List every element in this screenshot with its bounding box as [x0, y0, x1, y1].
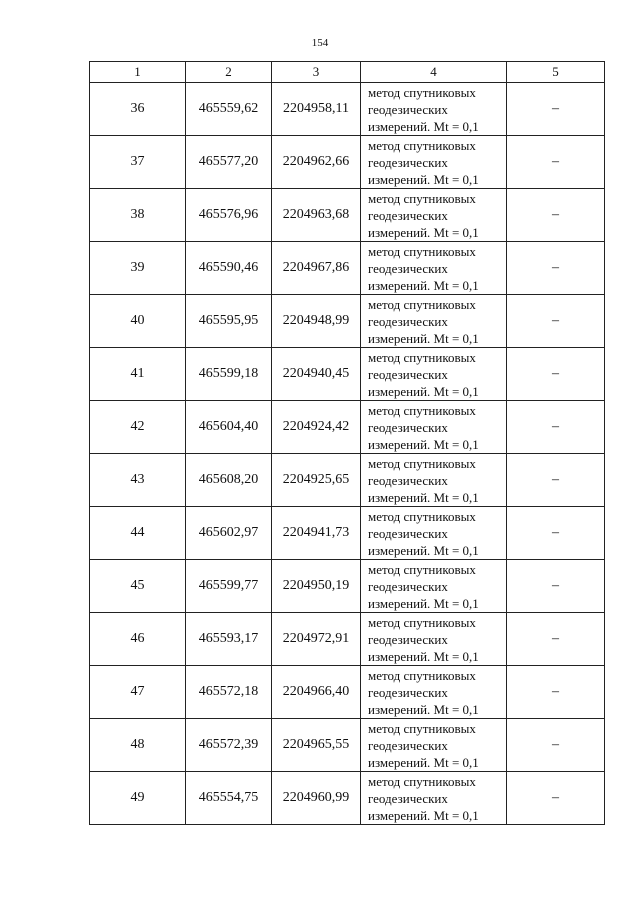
point-number-cell: 36	[90, 83, 186, 136]
x-coordinate-cell: 465590,46	[186, 242, 272, 295]
note-cell: –	[507, 613, 605, 666]
y-coordinate-cell: 2204967,86	[272, 242, 361, 295]
x-coordinate-cell: 465572,18	[186, 666, 272, 719]
note-cell: –	[507, 772, 605, 825]
method-cell: метод спутниковых геодезических измерений. Mt = 0,1	[361, 348, 507, 401]
y-coordinate-cell: 2204925,65	[272, 454, 361, 507]
note-cell: –	[507, 136, 605, 189]
point-number-cell: 41	[90, 348, 186, 401]
method-cell: метод спутниковых геодезических измерений. Mt = 0,1	[361, 507, 507, 560]
table-row	[90, 613, 605, 666]
point-number-cell: 37	[90, 136, 186, 189]
y-coordinate-cell: 2204948,99	[272, 295, 361, 348]
column-header: 4	[361, 62, 507, 83]
point-number-cell: 48	[90, 719, 186, 772]
table-row	[90, 189, 605, 242]
point-number-cell: 47	[90, 666, 186, 719]
method-cell: метод спутниковых геодезических измерений. Mt = 0,1	[361, 772, 507, 825]
x-coordinate-cell: 465608,20	[186, 454, 272, 507]
y-coordinate-cell: 2204963,68	[272, 189, 361, 242]
y-coordinate-cell: 2204962,66	[272, 136, 361, 189]
column-header: 1	[90, 62, 186, 83]
table-row	[90, 454, 605, 507]
y-coordinate-cell: 2204965,55	[272, 719, 361, 772]
note-cell: –	[507, 348, 605, 401]
note-cell: –	[507, 507, 605, 560]
point-number-cell: 38	[90, 189, 186, 242]
method-cell: метод спутниковых геодезических измерений. Mt = 0,1	[361, 719, 507, 772]
point-number-cell: 45	[90, 560, 186, 613]
point-number-cell: 46	[90, 613, 186, 666]
y-coordinate-cell: 2204966,40	[272, 666, 361, 719]
method-cell: метод спутниковых геодезических измерений. Mt = 0,1	[361, 401, 507, 454]
y-coordinate-cell: 2204940,45	[272, 348, 361, 401]
table-row	[90, 719, 605, 772]
x-coordinate-cell: 465559,62	[186, 83, 272, 136]
table-row	[90, 242, 605, 295]
table-row	[90, 136, 605, 189]
y-coordinate-cell: 2204958,11	[272, 83, 361, 136]
x-coordinate-cell: 465577,20	[186, 136, 272, 189]
table-row	[90, 295, 605, 348]
x-coordinate-cell: 465593,17	[186, 613, 272, 666]
x-coordinate-cell: 465595,95	[186, 295, 272, 348]
table-header-row	[90, 62, 605, 83]
x-coordinate-cell: 465554,75	[186, 772, 272, 825]
column-header: 3	[272, 62, 361, 83]
method-cell: метод спутниковых геодезических измерений. Mt = 0,1	[361, 666, 507, 719]
note-cell: –	[507, 83, 605, 136]
note-cell: –	[507, 242, 605, 295]
table-body	[90, 83, 605, 825]
x-coordinate-cell: 465604,40	[186, 401, 272, 454]
point-number-cell: 44	[90, 507, 186, 560]
note-cell: –	[507, 401, 605, 454]
x-coordinate-cell: 465576,96	[186, 189, 272, 242]
method-cell: метод спутниковых геодезических измерений. Mt = 0,1	[361, 83, 507, 136]
x-coordinate-cell: 465572,39	[186, 719, 272, 772]
point-number-cell: 43	[90, 454, 186, 507]
table-row	[90, 560, 605, 613]
method-cell: метод спутниковых геодезических измерений. Mt = 0,1	[361, 295, 507, 348]
method-cell: метод спутниковых геодезических измерений. Mt = 0,1	[361, 242, 507, 295]
note-cell: –	[507, 295, 605, 348]
method-cell: метод спутниковых геодезических измерений. Mt = 0,1	[361, 189, 507, 242]
x-coordinate-cell: 465599,18	[186, 348, 272, 401]
point-number-cell: 40	[90, 295, 186, 348]
x-coordinate-cell: 465602,97	[186, 507, 272, 560]
table-row	[90, 401, 605, 454]
note-cell: –	[507, 560, 605, 613]
y-coordinate-cell: 2204924,42	[272, 401, 361, 454]
page-number: 154	[311, 37, 329, 49]
coordinates-table	[89, 61, 605, 825]
table-row	[90, 772, 605, 825]
column-header: 2	[186, 62, 272, 83]
note-cell: –	[507, 189, 605, 242]
method-cell: метод спутниковых геодезических измерений. Mt = 0,1	[361, 136, 507, 189]
table-row	[90, 348, 605, 401]
table-row	[90, 83, 605, 136]
y-coordinate-cell: 2204960,99	[272, 772, 361, 825]
point-number-cell: 42	[90, 401, 186, 454]
note-cell: –	[507, 454, 605, 507]
y-coordinate-cell: 2204972,91	[272, 613, 361, 666]
table-row	[90, 666, 605, 719]
column-header: 5	[507, 62, 605, 83]
point-number-cell: 49	[90, 772, 186, 825]
method-cell: метод спутниковых геодезических измерений. Mt = 0,1	[361, 454, 507, 507]
method-cell: метод спутниковых геодезических измерений. Mt = 0,1	[361, 560, 507, 613]
table-row	[90, 507, 605, 560]
x-coordinate-cell: 465599,77	[186, 560, 272, 613]
y-coordinate-cell: 2204941,73	[272, 507, 361, 560]
note-cell: –	[507, 666, 605, 719]
method-cell: метод спутниковых геодезических измерений. Mt = 0,1	[361, 613, 507, 666]
y-coordinate-cell: 2204950,19	[272, 560, 361, 613]
point-number-cell: 39	[90, 242, 186, 295]
note-cell: –	[507, 719, 605, 772]
